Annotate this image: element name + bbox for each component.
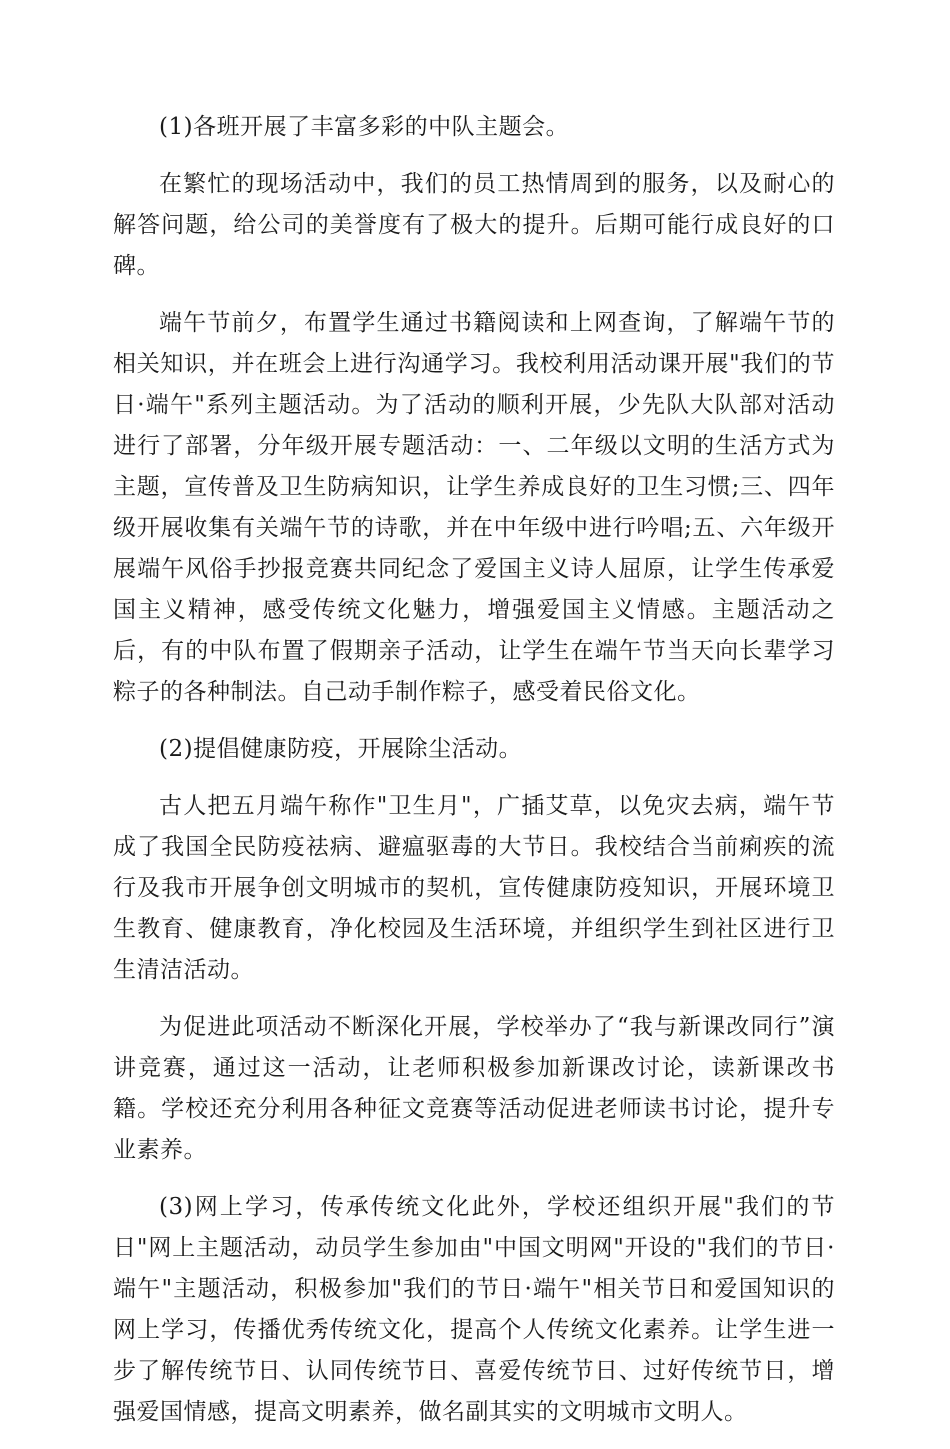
section-1-heading: (1)各班开展了丰富多彩的中队主题会。: [159, 114, 570, 140]
document-body: [113, 107, 835, 1449]
body-paragraph: 在繁忙的现场活动中，我们的员工热情周到的服务，以及耐心的解答问题，给公司的美誉度有了极大的提升。后期可能行成良好的口碑。: [113, 171, 835, 279]
body-paragraph: 为促进此项活动不断深化开展，学校举办了“我与新课改同行”演讲竞赛，通过这一活动，让老师积极参加新课改讨论，读新课改书籍。学校还充分利用各种征文竞赛等活动促进老师读书讨论，提升专业素养。: [113, 1014, 835, 1163]
section-2-heading: (2)提倡健康防疫，开展除尘活动。: [159, 736, 523, 762]
body-paragraph: 古人把五月端午称作"卫生月"，广插艾草，以免灾去病，端午节成了我国全民防疫祛病、避瘟驱毒的大节日。我校结合当前痢疾的流行及我市开展争创文明城市的契机，宣传健康防疫知识，开展环境卫生教育、健康教育，净化校园及生活环境，并组织学生到社区进行卫生清洁活动。: [113, 793, 835, 983]
section-3-paragraph: (3)网上学习，传承传统文化此外，学校还组织开展"我们的节日"网上主题活动，动员学生参加由"中国文明网"开设的"我们的节日·端午"主题活动，积极参加"我们的节日·端午"相关节日和爱国知识的网上学习，传播优秀传统文化，提高个人传统文化素养。让学生进一步了解传统节日、认同传统节日、喜爱传统节日、过好传统节日，增强爱国情感，提高文明素养，做名副其实的文明城市文明人。: [113, 1194, 835, 1425]
body-paragraph: 端午节前夕，布置学生通过书籍阅读和上网查询，了解端午节的相关知识，并在班会上进行沟通学习。我校利用活动课开展"我们的节日·端午"系列主题活动。为了活动的顺利开展，少先队大队部对活动进行了部署，分年级开展专题活动：一、二年级以文明的生活方式为主题，宣传普及卫生防病知识，让学生养成良好的卫生习惯;三、四年级开展收集有关端午节的诗歌，并在中年级中进行吟唱;五、六年级开展端午风俗手抄报竞赛共同纪念了爱国主义诗人屈原，让学生传承爱国主义精神，感受传统文化魅力，增强爱国主义情感。主题活动之后，有的中队布置了假期亲子活动，让学生在端午节当天向长辈学习粽子的各种制法。自己动手制作粽子，感受着民俗文化。: [113, 310, 835, 705]
